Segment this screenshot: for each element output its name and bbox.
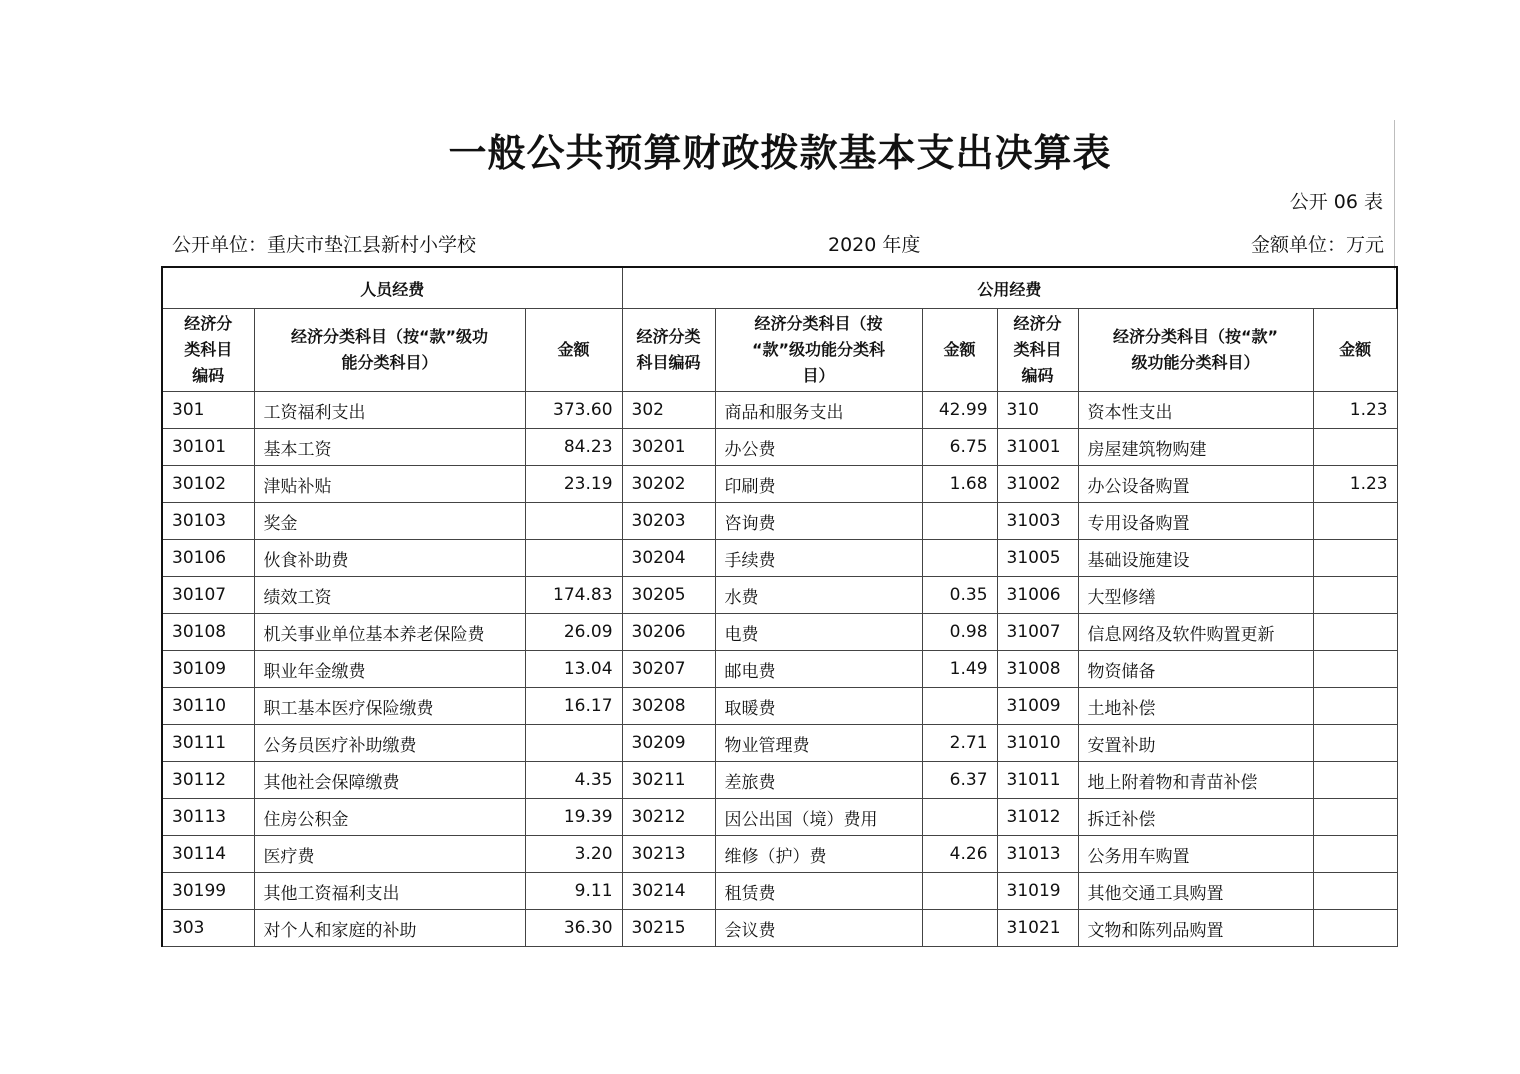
col-header-line: 经济分	[184, 314, 233, 333]
cell-amount-b: 6.75	[922, 429, 997, 466]
cell-code-b: 30202	[622, 466, 715, 503]
cell-name-b: 办公费	[715, 429, 922, 466]
table-row	[162, 688, 1397, 725]
cell-code-b: 30203	[622, 503, 715, 540]
table-row	[162, 762, 1397, 799]
cell-amount-a: 16.17	[525, 688, 622, 725]
col-header-line: “款”级功能分类科	[752, 340, 886, 359]
cell-amount-b: 1.49	[922, 651, 997, 688]
col-header-line: 类科目	[1013, 340, 1062, 359]
cell-code-b: 30213	[622, 836, 715, 873]
cell-code-b: 30211	[622, 762, 715, 799]
amount-unit: 金额单位：万元	[1250, 234, 1384, 256]
cell-amount-c	[1313, 651, 1397, 688]
cell-name-a: 伙食补助费	[254, 540, 525, 577]
cell-name-b: 维修（护）费	[715, 836, 922, 873]
cell-code-a: 301	[162, 392, 254, 429]
cell-name-b: 租赁费	[715, 873, 922, 910]
col-header-amount-c	[1313, 309, 1397, 392]
cell-name-a: 其他社会保障缴费	[254, 762, 525, 799]
col-header-line: 级功能分类科目）	[1131, 353, 1260, 372]
cell-amount-c	[1313, 873, 1397, 910]
cell-amount-b: 0.98	[922, 614, 997, 651]
cell-amount-b: 6.37	[922, 762, 997, 799]
cell-amount-a: 36.30	[525, 910, 622, 947]
cell-name-c: 资本性支出	[1078, 392, 1313, 429]
cell-amount-c	[1313, 799, 1397, 836]
cell-code-a: 30106	[162, 540, 254, 577]
cell-name-c: 基础设施建设	[1078, 540, 1313, 577]
table-row	[162, 392, 1397, 429]
cell-code-a: 30113	[162, 799, 254, 836]
cell-amount-b	[922, 688, 997, 725]
cell-amount-c	[1313, 429, 1397, 466]
cell-code-b: 30214	[622, 873, 715, 910]
cell-name-c: 其他交通工具购置	[1078, 873, 1313, 910]
table-body	[162, 392, 1397, 947]
fiscal-year: 2020 年度	[828, 234, 921, 256]
cell-code-b: 30204	[622, 540, 715, 577]
col-header-line: 金额	[557, 340, 590, 359]
cell-code-a: 30108	[162, 614, 254, 651]
cell-name-c: 专用设备购置	[1078, 503, 1313, 540]
cell-name-a: 绩效工资	[254, 577, 525, 614]
cell-amount-a: 13.04	[525, 651, 622, 688]
col-header-line: 经济分	[1013, 314, 1062, 333]
cell-name-a: 职业年金缴费	[254, 651, 525, 688]
cell-amount-b: 2.71	[922, 725, 997, 762]
public-expense-header: 公用经费	[622, 267, 1397, 309]
cell-amount-b: 42.99	[922, 392, 997, 429]
cell-name-b: 物业管理费	[715, 725, 922, 762]
table-row	[162, 503, 1397, 540]
cell-code-a: 30199	[162, 873, 254, 910]
personnel-expense-header: 人员经费	[162, 267, 622, 309]
cell-code-b: 30207	[622, 651, 715, 688]
cell-name-a: 住房公积金	[254, 799, 525, 836]
cell-code-a: 303	[162, 910, 254, 947]
cell-name-a: 基本工资	[254, 429, 525, 466]
cell-name-a: 机关事业单位基本养老保险费	[254, 614, 525, 651]
cell-amount-c	[1313, 836, 1397, 873]
table-row	[162, 429, 1397, 466]
cell-code-b: 30206	[622, 614, 715, 651]
cell-amount-b: 4.26	[922, 836, 997, 873]
cell-name-a: 津贴补贴	[254, 466, 525, 503]
cell-code-b: 30201	[622, 429, 715, 466]
cell-name-c: 信息网络及软件购置更新	[1078, 614, 1313, 651]
cell-code-c: 31002	[997, 466, 1078, 503]
cell-code-c: 310	[997, 392, 1078, 429]
cell-name-b: 印刷费	[715, 466, 922, 503]
expenditure-table	[161, 266, 1398, 947]
cell-amount-c: 1.23	[1313, 466, 1397, 503]
cell-name-c: 物资储备	[1078, 651, 1313, 688]
cell-amount-b: 0.35	[922, 577, 997, 614]
cell-code-c: 31006	[997, 577, 1078, 614]
cell-name-b: 咨询费	[715, 503, 922, 540]
col-header-name-a	[254, 309, 525, 392]
table-row	[162, 614, 1397, 651]
table-number: 公开 06 表	[1289, 191, 1383, 213]
cell-amount-b	[922, 540, 997, 577]
cell-name-b: 电费	[715, 614, 922, 651]
cell-name-c: 拆迁补偿	[1078, 799, 1313, 836]
report-meta	[172, 230, 1384, 258]
cell-amount-b	[922, 873, 997, 910]
cell-code-c: 31021	[997, 910, 1078, 947]
cell-amount-a: 9.11	[525, 873, 622, 910]
table-row	[162, 910, 1397, 947]
cell-name-b: 因公出国（境）费用	[715, 799, 922, 836]
cell-name-b: 手续费	[715, 540, 922, 577]
col-header-line: 金额	[1339, 340, 1372, 359]
table-row	[162, 836, 1397, 873]
cell-name-a: 公务员医疗补助缴费	[254, 725, 525, 762]
cell-amount-c	[1313, 503, 1397, 540]
col-header-line: 目）	[802, 366, 835, 385]
col-header-line: 能分类科目）	[341, 353, 438, 372]
cell-name-c: 安置补助	[1078, 725, 1313, 762]
cell-name-c: 文物和陈列品购置	[1078, 910, 1313, 947]
cell-amount-c	[1313, 540, 1397, 577]
col-header-amount-b	[922, 309, 997, 392]
cell-amount-c	[1313, 688, 1397, 725]
table-row	[162, 725, 1397, 762]
cell-amount-a: 3.20	[525, 836, 622, 873]
column-header-row	[162, 309, 1397, 392]
cell-name-b: 邮电费	[715, 651, 922, 688]
cell-code-c: 31003	[997, 503, 1078, 540]
cell-amount-a	[525, 503, 622, 540]
cell-name-c: 地上附着物和青苗补偿	[1078, 762, 1313, 799]
cell-amount-a: 26.09	[525, 614, 622, 651]
cell-name-b: 水费	[715, 577, 922, 614]
cell-code-a: 30109	[162, 651, 254, 688]
col-header-line: 金额	[943, 340, 976, 359]
cell-name-a: 奖金	[254, 503, 525, 540]
cell-name-b: 差旅费	[715, 762, 922, 799]
cell-amount-a: 373.60	[525, 392, 622, 429]
cell-name-b: 商品和服务支出	[715, 392, 922, 429]
col-header-name-b	[715, 309, 922, 392]
cell-code-c: 31019	[997, 873, 1078, 910]
cell-amount-b	[922, 503, 997, 540]
cell-name-b: 取暖费	[715, 688, 922, 725]
cell-code-c: 31010	[997, 725, 1078, 762]
cell-code-c: 31001	[997, 429, 1078, 466]
page-title: 一般公共预算财政拨款基本支出决算表	[448, 130, 1112, 175]
cell-name-c: 大型修缮	[1078, 577, 1313, 614]
col-header-line: 经济分类科目（按“款”	[1113, 327, 1279, 346]
cell-name-a: 医疗费	[254, 836, 525, 873]
cell-code-a: 30103	[162, 503, 254, 540]
group-header-row	[162, 267, 1397, 309]
cell-name-c: 房屋建筑物购建	[1078, 429, 1313, 466]
cell-code-c: 31011	[997, 762, 1078, 799]
col-header-code-c	[997, 309, 1078, 392]
cell-code-b: 30215	[622, 910, 715, 947]
cell-code-b: 30208	[622, 688, 715, 725]
cell-code-c: 31009	[997, 688, 1078, 725]
cell-code-a: 30114	[162, 836, 254, 873]
col-header-line: 经济分类科目（按“款”级功	[290, 327, 489, 346]
cell-amount-a: 23.19	[525, 466, 622, 503]
cell-name-c: 办公设备购置	[1078, 466, 1313, 503]
cell-name-a: 职工基本医疗保险缴费	[254, 688, 525, 725]
cell-amount-c	[1313, 762, 1397, 799]
cell-code-a: 30107	[162, 577, 254, 614]
col-header-amount-a	[525, 309, 622, 392]
col-header-line: 经济分类科目（按	[754, 314, 883, 333]
col-header-code-a	[162, 309, 254, 392]
cell-amount-c	[1313, 577, 1397, 614]
cell-code-a: 30112	[162, 762, 254, 799]
cell-code-c: 31008	[997, 651, 1078, 688]
cell-amount-c	[1313, 725, 1397, 762]
col-header-code-b	[622, 309, 715, 392]
cell-name-b: 会议费	[715, 910, 922, 947]
cell-code-c: 31013	[997, 836, 1078, 873]
cell-amount-a: 19.39	[525, 799, 622, 836]
cell-amount-a: 4.35	[525, 762, 622, 799]
cell-amount-c	[1313, 614, 1397, 651]
reporting-unit: 公开单位：重庆市垫江县新村小学校	[172, 234, 477, 256]
table-row	[162, 873, 1397, 910]
cell-code-b: 30212	[622, 799, 715, 836]
cell-name-c: 土地补偿	[1078, 688, 1313, 725]
cell-code-b: 30209	[622, 725, 715, 762]
cell-amount-b	[922, 799, 997, 836]
cell-amount-a: 84.23	[525, 429, 622, 466]
cell-code-a: 30101	[162, 429, 254, 466]
cell-amount-a	[525, 725, 622, 762]
cell-code-b: 302	[622, 392, 715, 429]
table-row	[162, 651, 1397, 688]
cell-code-c: 31007	[997, 614, 1078, 651]
col-header-line: 编码	[192, 366, 225, 385]
cell-name-a: 对个人和家庭的补助	[254, 910, 525, 947]
col-header-line: 类科目	[184, 340, 233, 359]
cell-amount-a	[525, 540, 622, 577]
cell-amount-c	[1313, 910, 1397, 947]
cell-code-b: 30205	[622, 577, 715, 614]
cell-amount-a: 174.83	[525, 577, 622, 614]
col-header-line: 经济分类	[636, 327, 701, 346]
table-row	[162, 577, 1397, 614]
cell-amount-b: 1.68	[922, 466, 997, 503]
col-header-name-c	[1078, 309, 1313, 392]
cell-code-c: 31005	[997, 540, 1078, 577]
cell-name-c: 公务用车购置	[1078, 836, 1313, 873]
cell-code-a: 30102	[162, 466, 254, 503]
table-row	[162, 540, 1397, 577]
cell-name-a: 工资福利支出	[254, 392, 525, 429]
cell-amount-c: 1.23	[1313, 392, 1397, 429]
cell-name-a: 其他工资福利支出	[254, 873, 525, 910]
cell-code-c: 31012	[997, 799, 1078, 836]
cell-code-a: 30111	[162, 725, 254, 762]
table-row	[162, 799, 1397, 836]
cell-code-a: 30110	[162, 688, 254, 725]
table-row	[162, 466, 1397, 503]
cell-amount-b	[922, 910, 997, 947]
col-header-line: 编码	[1021, 366, 1054, 385]
col-header-line: 科目编码	[636, 353, 701, 372]
